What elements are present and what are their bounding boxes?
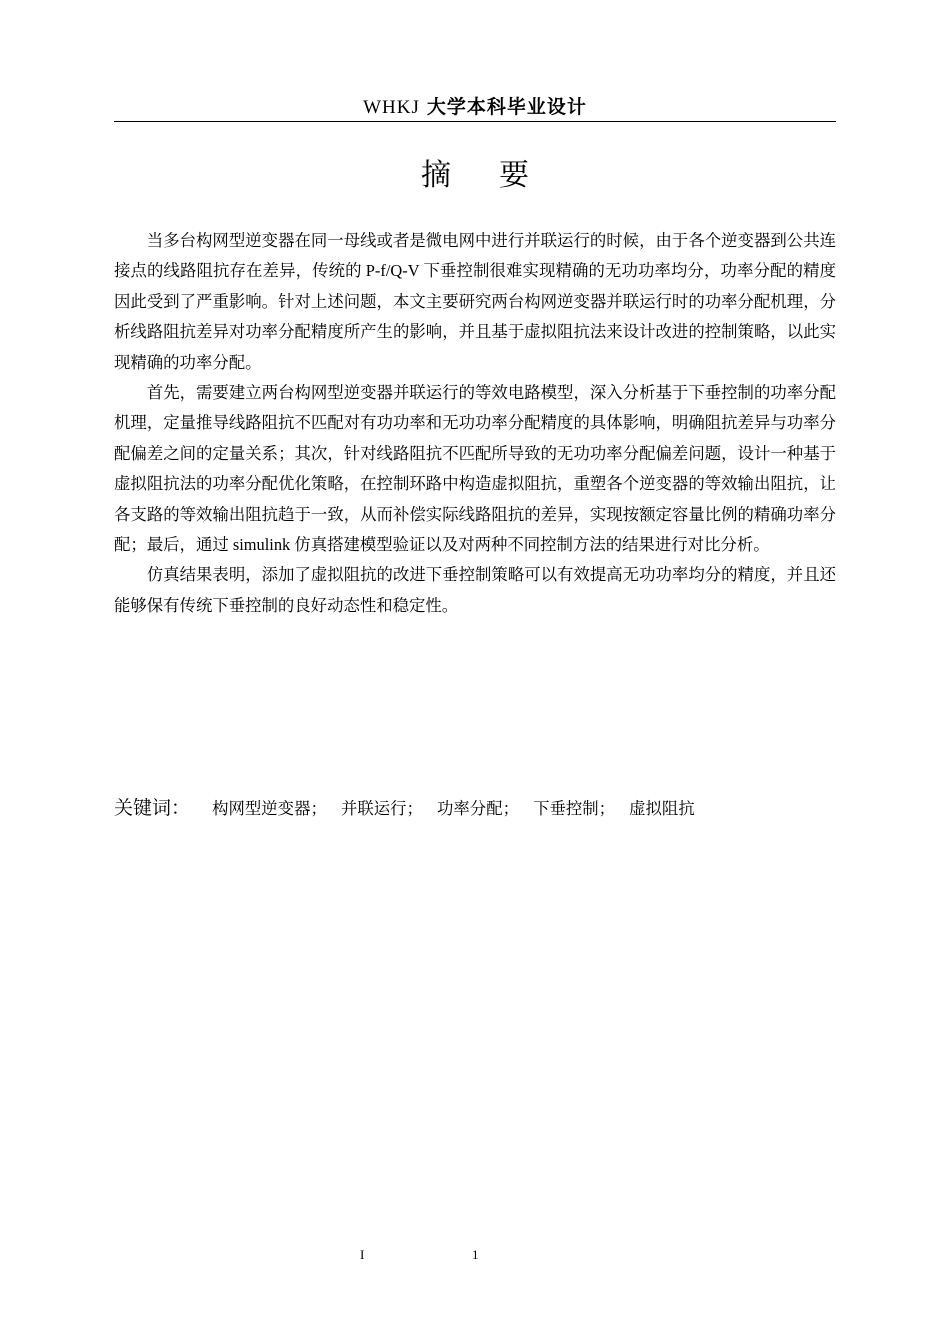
- abstract-paragraph-1: 当多台构网型逆变器在同一母线或者是微电网中进行并联运行的时候，由于各个逆变器到公共连接点的线路阻抗存在差异，传统的 P-f/Q-V 下垂控制很难实现精确的无功功率均分，功率分配的精度因此受到了严重影响。针对上述问题，本文主要研究两台构网逆变器并联运行时的功率分配机理，分析线路阻抗差异对功率分配精度所产生的影响，并且基于虚拟阻抗法来设计改进的控制策略，以此实现精确的功率分配。: [114, 231, 836, 372]
- abstract-title-char-1: 摘: [421, 158, 451, 193]
- keyword-item: 构网型逆变器；: [212, 799, 327, 818]
- footer-roman-page-number: I: [360, 1247, 365, 1262]
- header-rule: [114, 121, 836, 122]
- keywords-line: [114, 793, 836, 824]
- abstract-title-char-2: 要: [499, 158, 529, 193]
- keyword-item: 虚拟阻抗: [629, 799, 695, 818]
- running-header: [114, 94, 836, 121]
- abstract-paragraph-2: 首先，需要建立两台构网型逆变器并联运行的等效电路模型，深入分析基于下垂控制的功率分配机理，定量推导线路阻抗不匹配对有功功率和无功功率分配精度的具体影响，明确阻抗差异与功率分配偏差之间的定量关系；其次，针对线路阻抗不匹配所导致的无功功率分配偏差问题，设计一种基于虚拟阻抗法的功率分配优化策略，在控制环路中构造虚拟阻抗，重塑各个逆变器的等效输出阻抗，让各支路的等效输出阻抗趋于一致，从而补偿实际线路阻抗的差异，实现按额定容量比例的精确功率分配；最后，通过 simulink 仿真搭建模型验证以及对两种不同控制方法的结果进行对比分析。: [114, 383, 836, 555]
- abstract-title: [114, 156, 836, 196]
- keyword-item: 并联运行；: [340, 799, 423, 818]
- header-document-type: 大学本科毕业设计: [426, 96, 587, 118]
- footer-page-number: 1: [472, 1247, 479, 1262]
- keyword-item: 功率分配；: [437, 799, 519, 818]
- keywords-label: 关键词：: [114, 797, 191, 819]
- abstract-paragraph-3: 仿真结果表明，添加了虚拟阻抗的改进下垂控制策略可以有效提高无功功率均分的精度，并且还能够保有传统下垂控制的良好动态性和稳定性。: [114, 565, 836, 615]
- abstract-body: [114, 226, 836, 621]
- header-school-code: WHKJ: [363, 97, 420, 118]
- keyword-item: 下垂控制；: [533, 799, 616, 818]
